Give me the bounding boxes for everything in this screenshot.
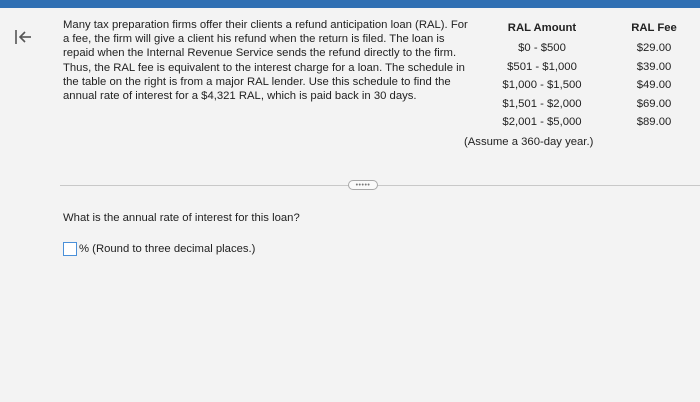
question-text: Many tax preparation firms offer their clients a refund anticipation loan (RAL). For a fee, the firm will give a client his refund when the return is filed. The loan is repaid when the Internal Revenue Service sends the refund directly to the firm. Thus, the RAL fee is equivalent to the interest charge for a loan. The schedule in the table on the right is from a major RAL lender. Use this schedule to find the annual rate of interest for a $4,321 RAL, which is paid back in 30 days. <box>63 19 468 103</box>
ral-fee-cell: $49.00 <box>636 79 672 91</box>
ral-amount-cell: $1,000 - $1,500 <box>502 79 582 91</box>
answer-instruction: % (Round to three decimal places.) <box>79 243 256 255</box>
ral-amount-cell: $1,501 - $2,000 <box>502 97 582 110</box>
answer-input[interactable] <box>63 242 77 256</box>
ral-fee-cell: $29.00 <box>636 42 672 54</box>
answer-row <box>63 241 255 257</box>
ral-amount-cell: $2,001 - $5,000 <box>502 116 582 128</box>
back-to-start-icon[interactable] <box>12 26 34 48</box>
ral-amount-cell: $501 - $1,000 <box>507 60 577 73</box>
ral-fee-header: RAL Fee <box>631 22 677 34</box>
ral-fee-cell: $39.00 <box>636 60 672 73</box>
ral-fee-cell: $89.00 <box>636 116 672 128</box>
expand-more-button[interactable]: ••••• <box>348 180 378 190</box>
ral-fee-cell: $69.00 <box>636 97 672 110</box>
ral-fee-column <box>622 18 686 132</box>
ral-amount-header: RAL Amount <box>507 22 577 34</box>
section-divider <box>60 185 700 186</box>
table-note: (Assume a 360-day year.) <box>464 136 594 148</box>
ral-amount-cell: $0 - $500 <box>518 42 566 54</box>
part-question: What is the annual rate of interest for this loan? <box>63 212 300 224</box>
top-bar <box>0 0 700 8</box>
ral-amount-column <box>462 18 622 132</box>
